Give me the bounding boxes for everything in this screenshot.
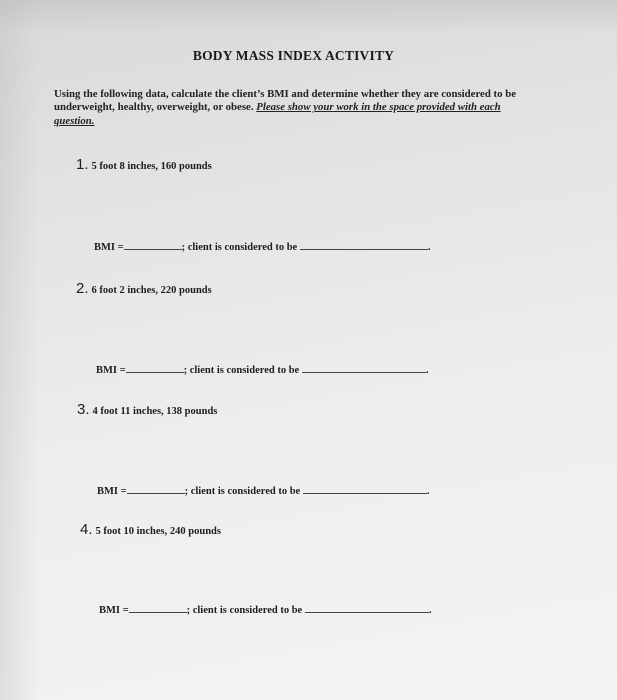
question-text: 6 foot 2 inches, 220 pounds xyxy=(91,285,212,296)
page-shadow-left xyxy=(0,0,40,700)
bmi-label: BMI = xyxy=(97,486,127,497)
status-blank[interactable] xyxy=(302,362,426,373)
question-number: 3. xyxy=(77,401,90,418)
answer-line-2 xyxy=(96,362,428,376)
question-text: 5 foot 8 inches, 160 pounds xyxy=(91,161,212,172)
question-number: 4. xyxy=(80,521,93,538)
question-number: 1. xyxy=(76,156,89,173)
question-3 xyxy=(77,401,217,418)
status-label: ; client is considered to be xyxy=(186,605,303,616)
page-shadow xyxy=(0,0,617,34)
bmi-blank[interactable] xyxy=(126,362,184,373)
question-1 xyxy=(76,156,212,173)
status-blank[interactable] xyxy=(305,602,429,613)
status-label: ; client is considered to be xyxy=(184,486,301,497)
question-4 xyxy=(80,521,221,538)
instructions-text: Using the following data, calculate the client’s BMI and determine whether they are considered to be underweight, healthy, overweight, or obese. xyxy=(54,88,517,114)
worksheet-title: BODY MASS INDEX ACTIVITY xyxy=(192,48,395,63)
answer-line-4 xyxy=(99,602,431,616)
question-2 xyxy=(76,280,212,297)
bmi-blank[interactable] xyxy=(129,602,187,613)
answer-line-3 xyxy=(97,483,429,497)
question-text: 4 foot 11 inches, 138 pounds xyxy=(92,406,218,417)
line-end: . xyxy=(425,365,429,376)
status-label: ; client is considered to be xyxy=(183,365,300,376)
bmi-label: BMI = xyxy=(94,242,124,253)
answer-line-1 xyxy=(94,239,430,253)
bmi-label: BMI = xyxy=(96,365,126,376)
question-number: 2. xyxy=(76,280,89,297)
line-end: . xyxy=(426,486,430,497)
bmi-label: BMI = xyxy=(99,605,129,616)
bmi-blank[interactable] xyxy=(127,483,185,494)
bmi-blank[interactable] xyxy=(124,239,182,250)
status-label: ; client is considered to be xyxy=(181,242,298,253)
line-end: . xyxy=(428,605,432,616)
question-text: 5 foot 10 inches, 240 pounds xyxy=(95,526,221,537)
line-end: . xyxy=(427,242,431,253)
status-blank[interactable] xyxy=(300,239,428,250)
status-blank[interactable] xyxy=(303,483,427,494)
instructions-underlined: Please show your work in the space provided with each question. xyxy=(54,101,501,127)
instructions-paragraph xyxy=(54,88,534,128)
